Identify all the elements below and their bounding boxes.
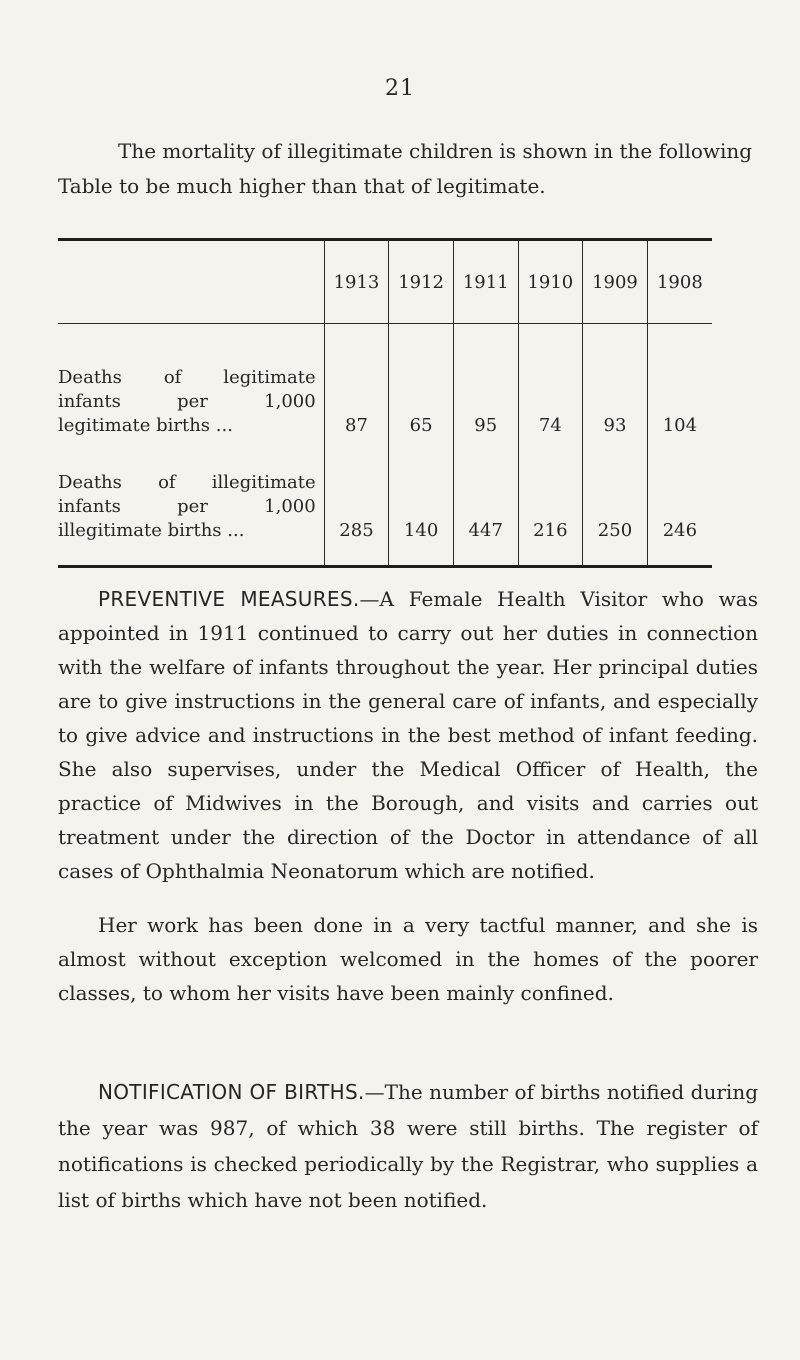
table-cell: 93: [583, 324, 648, 439]
year-header: 1913: [324, 240, 389, 324]
table-cell: 285: [324, 438, 389, 567]
table-cell: 140: [389, 438, 454, 567]
table-header-row: [58, 240, 712, 324]
year-header: 1909: [583, 240, 648, 324]
row-label-line: legitimate births ...: [58, 415, 233, 436]
table-cell: 447: [453, 438, 518, 567]
intro-paragraph: The mortality of illegitimate children is shown in the following Table to be much higher than that of legitimate.: [58, 139, 753, 198]
year-header: 1908: [647, 240, 712, 324]
notification-paragraph: [58, 1074, 758, 1218]
row-label-legitimate: [58, 324, 324, 439]
table-cell: 74: [518, 324, 583, 439]
work-paragraph: Her work has been done in a very tactful manner, and she is almost without exception welcomed in the homes of the poorer classes, to whom her visits have been mainly confined.: [58, 913, 758, 1005]
mortality-table: [58, 238, 712, 568]
row-label-line: infants per 1,000: [58, 496, 316, 517]
row-label-illegitimate: [58, 438, 324, 567]
row-label-line: Deaths of legitimate: [58, 367, 316, 388]
row-label-line: Deaths of illegitimate: [58, 472, 316, 493]
table-cell: 65: [389, 324, 454, 439]
row-label-line: infants per 1,000: [58, 391, 316, 412]
table-cell: 216: [518, 438, 583, 567]
preventive-measures-paragraph: [58, 582, 758, 888]
table-row: [58, 324, 712, 439]
preventive-measures-heading: PREVENTIVE MEASURES.: [98, 587, 360, 611]
table-cell: 250: [583, 438, 648, 567]
year-header: 1910: [518, 240, 583, 324]
row-label-line: illegitimate births ...: [58, 520, 245, 541]
table-row: [58, 438, 712, 567]
table-cell: 95: [453, 324, 518, 439]
header-blank-cell: [58, 240, 324, 324]
table-cell: 87: [324, 324, 389, 439]
page-number: 21: [385, 76, 415, 101]
table-cell: 104: [647, 324, 712, 439]
table-cell: 246: [647, 438, 712, 567]
year-header: 1911: [453, 240, 518, 324]
notification-text: —The number of births notified during the year was 987, of which 38 were still births. The register of notifications is checked periodically by the Registrar, who supplies a list of births which have not been notified.: [58, 1080, 759, 1212]
year-header: 1912: [389, 240, 454, 324]
preventive-measures-text: —A Female Health Visitor who was appointed in 1911 continued to carry out her duties in connection with the welfare of infants throughout the year. Her principal duties are to give instructions in the general care of infants, and especially to give advice and instructions in the best method of infant feeding. She also supervises, under the Medical Officer of Health, the practice of Midwives in the Borough, and visits and carries out treatment under the direction of the Doctor in attendance of all cases of Ophthalmia Neonatorum which are notified.: [58, 587, 758, 883]
notification-heading: NOTIFICATION OF BIRTHS.: [98, 1080, 365, 1104]
